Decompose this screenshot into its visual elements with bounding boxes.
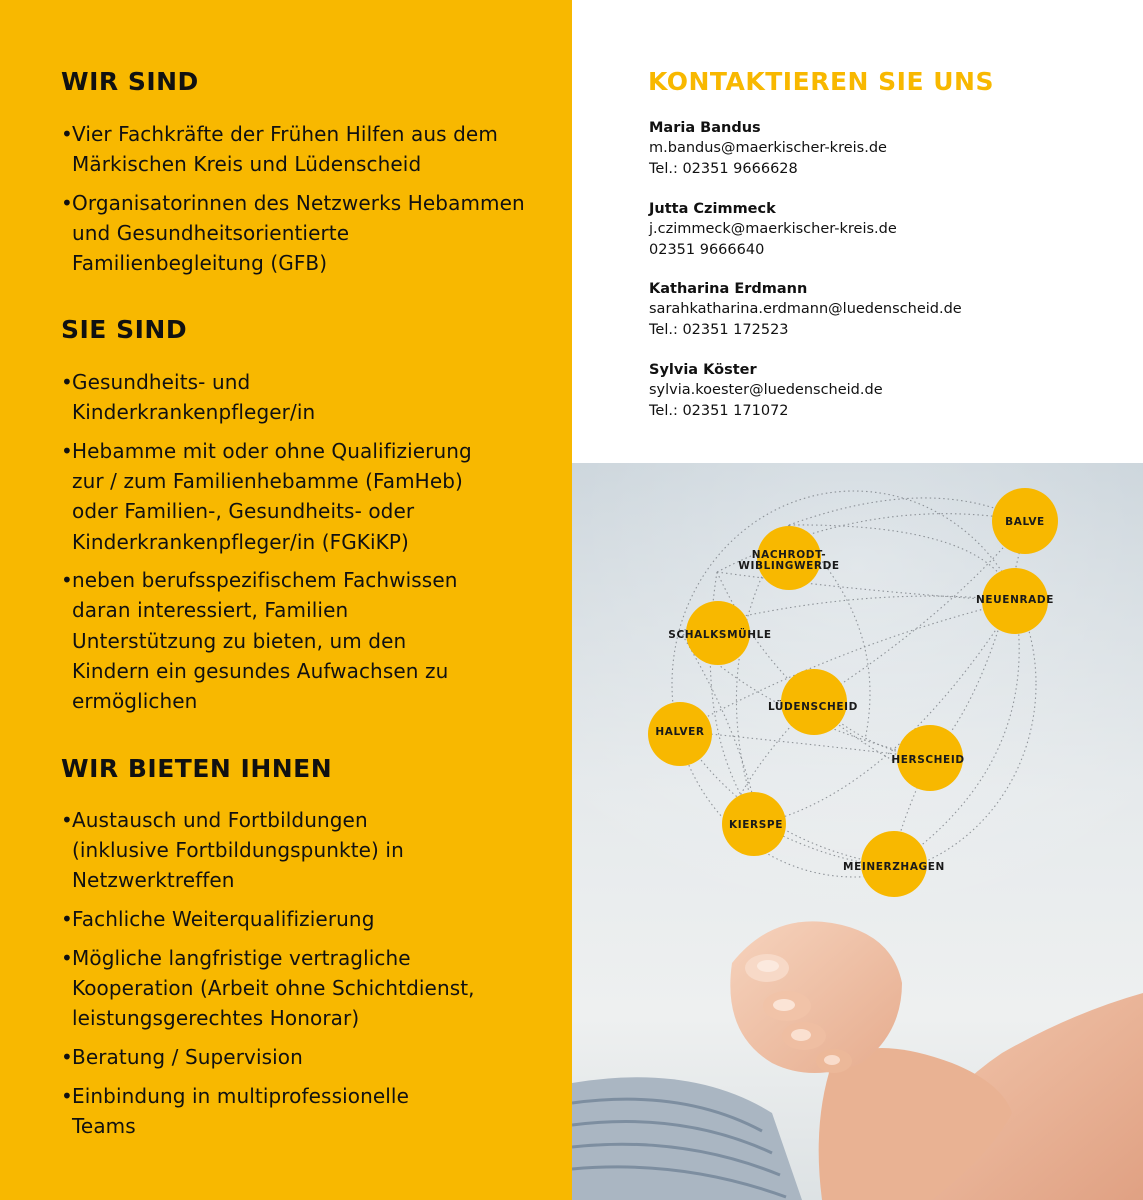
contact-name: Jutta Czimmeck	[649, 201, 776, 217]
contact-email[interactable]: sylvia.koester@luedenscheid.de	[649, 382, 883, 399]
list-item: • Beratung / Supervision	[61, 1042, 531, 1072]
wir-bieten-list	[61, 805, 531, 1150]
contact-name: Katharina Erdmann	[649, 281, 808, 297]
contact-title: KONTAKTIEREN SIE UNS	[648, 67, 994, 96]
contact-panel	[572, 0, 1143, 463]
network-photo	[572, 463, 1143, 1200]
contact-entry	[649, 279, 962, 340]
network-map	[572, 463, 1143, 1200]
baby-hand	[730, 921, 902, 1073]
svg-text:HALVER: HALVER	[655, 726, 705, 738]
svg-text:KIERSPE: KIERSPE	[729, 819, 783, 831]
contact-entry	[649, 360, 883, 421]
contact-phone: Tel.: 02351 9666628	[649, 160, 798, 177]
list-item: • Mögliche langfristige vertragliche Kooperation (Arbeit ohne Schichtdienst, leistungsgerechtes Honorar)	[61, 943, 512, 1034]
town-node-balve	[992, 488, 1058, 554]
contact-email[interactable]: j.czimmeck@maerkischer-kreis.de	[649, 221, 897, 238]
list-item: • Organisatorinnen des Netzwerks Hebammen und Gesundheitsorientierte Familienbegleitung (GFB)	[61, 188, 531, 279]
contact-name: Sylvia Köster	[649, 362, 757, 378]
contact-entry	[649, 199, 897, 260]
list-item: • Vier Fachkräfte der Frühen Hilfen aus dem Märkischen Kreis und Lüdenscheid	[61, 119, 531, 179]
svg-text:SCHALKSMÜHLE: SCHALKSMÜHLE	[668, 629, 772, 641]
list-item: • Einbindung in multiprofessionelle Teams	[61, 1081, 452, 1141]
svg-text:MEINERZHAGEN: MEINERZHAGEN	[843, 861, 945, 873]
svg-text:HERSCHEID: HERSCHEID	[891, 754, 965, 766]
section-heading-wir-bieten-ihnen: WIR BIETEN IHNEN	[61, 754, 333, 783]
contact-email[interactable]: m.bandus@maerkischer-kreis.de	[649, 140, 887, 157]
list-item: • Gesundheits- und Kinderkrankenpfleger/in	[61, 367, 292, 427]
list-item: • neben berufsspezifischem Fachwissen daran interessiert, Familien Unterstützung zu bieten, um den Kindern ein gesundes Aufwachsen zu ermöglichen	[61, 565, 477, 716]
svg-text:LÜDENSCHEID: LÜDENSCHEID	[768, 701, 858, 713]
wir-sind-list	[61, 119, 531, 287]
list-item: • Hebamme mit oder ohne Qualifizierung zur / zum Familienhebamme (FamHeb) oder Familien-, Gesundheits- oder Kinderkrankenpfleger/in (FGKiKP)	[61, 436, 497, 557]
contact-name: Maria Bandus	[649, 120, 761, 136]
list-item: • Fachliche Weiterqualifizierung	[61, 904, 531, 934]
svg-text:NEUENRADE: NEUENRADE	[976, 594, 1054, 606]
contact-phone: Tel.: 02351 171072	[649, 402, 789, 419]
section-heading-wir-sind: WIR SIND	[61, 67, 199, 96]
town-node-kierspe	[722, 792, 786, 856]
contact-entry	[649, 118, 887, 179]
svg-text:BALVE: BALVE	[1005, 516, 1045, 528]
contact-email[interactable]: sarahkatharina.erdmann@luedenscheid.de	[649, 301, 962, 318]
town-node-halver	[648, 702, 712, 766]
sie-sind-list	[61, 367, 531, 725]
contact-phone: 02351 9666640	[649, 241, 765, 258]
svg-text:NACHRODT-WIBLINGWERDE: NACHRODT-WIBLINGWERDE	[738, 549, 840, 572]
section-heading-sie-sind: SIE SIND	[61, 315, 188, 344]
contact-phone: Tel.: 02351 172523	[649, 321, 789, 338]
list-item: • Austausch und Fortbildungen (inklusive Fortbildungspunkte) in Netzwerktreffen	[61, 805, 432, 896]
